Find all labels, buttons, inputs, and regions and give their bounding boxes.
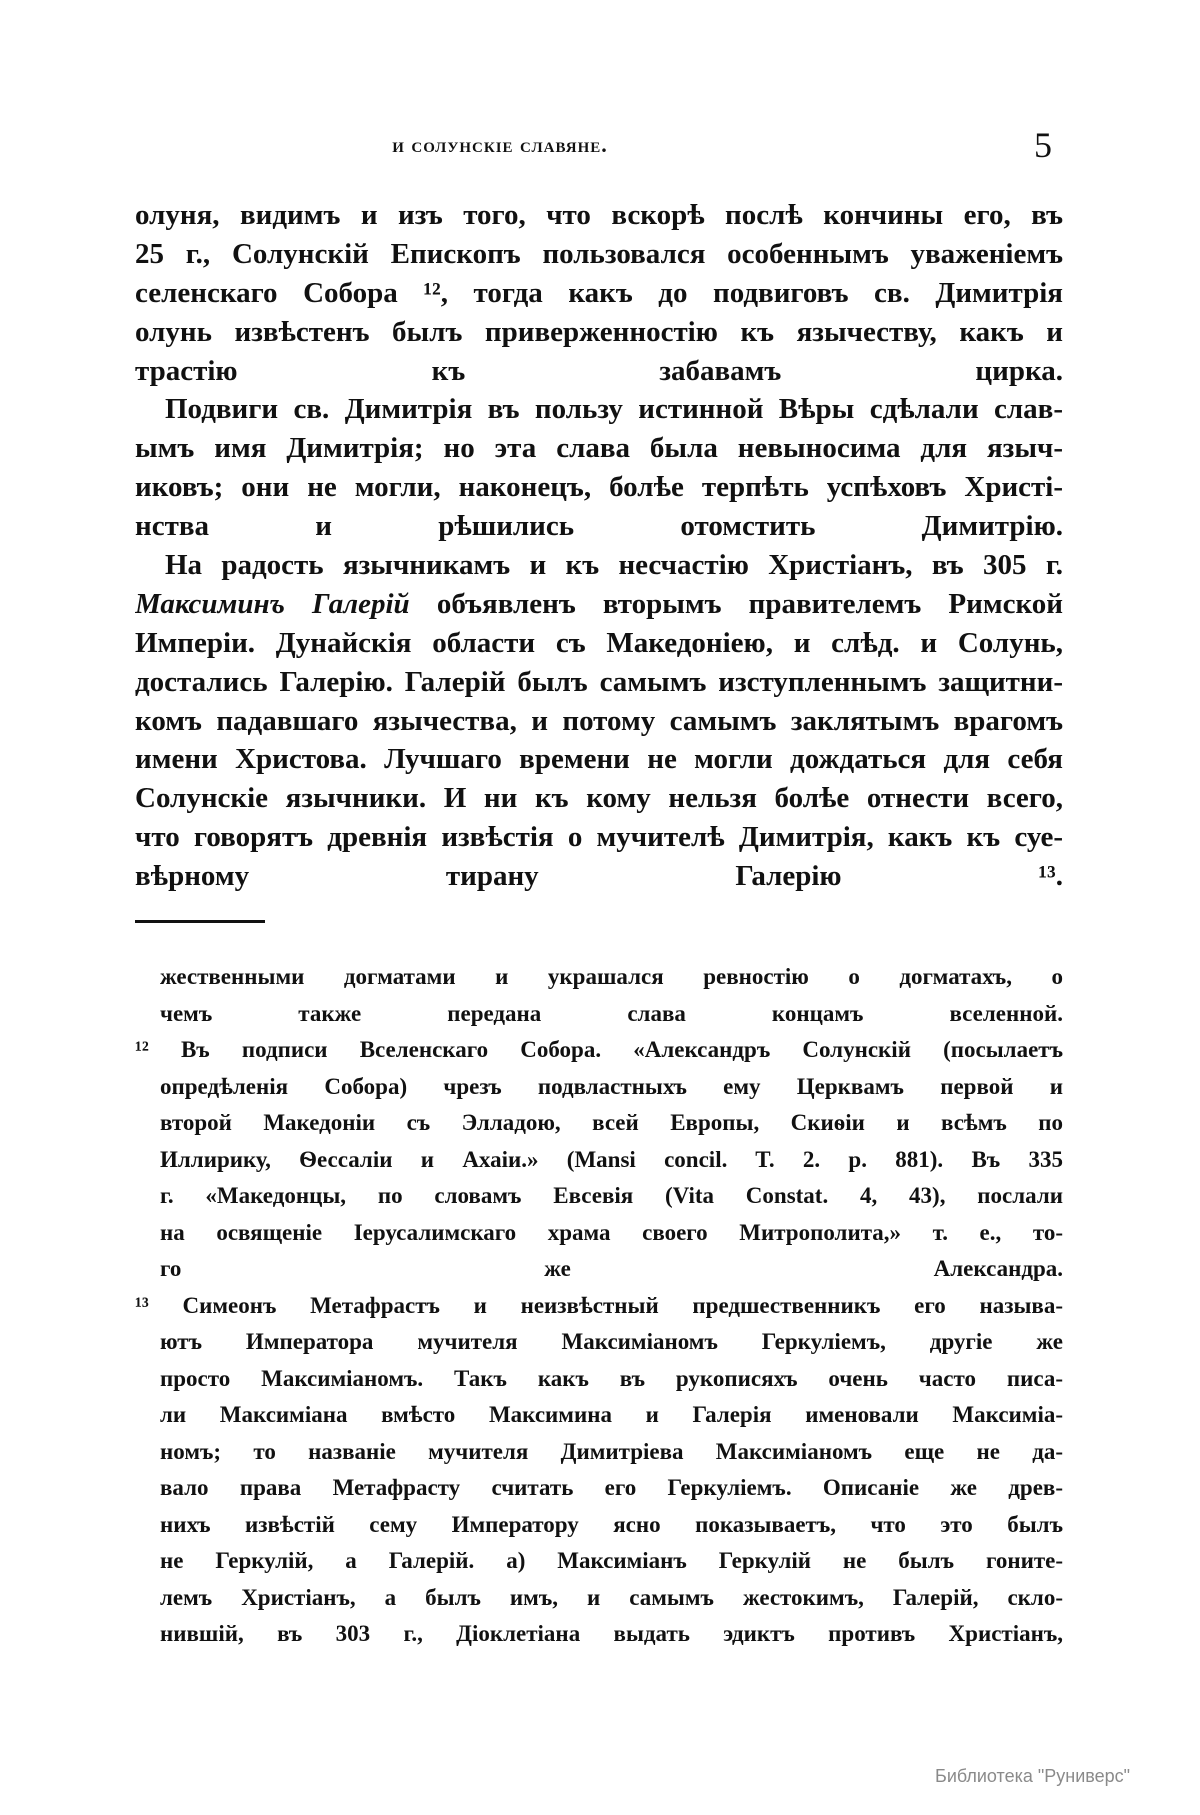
footnote-line: нихъ извѣстій сему Императору ясно показываетъ, что это былъ (160, 1511, 1063, 1537)
text-line: вѣрному тирану Галерію ¹³. (135, 860, 1063, 893)
text-line: Солунскіе язычники. И ни къ кому нельзя болѣе отнести всего, (135, 782, 1063, 815)
footnote-line: номъ; то названіе мучителя Димитріева Максиміаномъ еще не да- (160, 1438, 1063, 1464)
footnote-line: г. «Македонцы, по словамъ Евсевія (Vita Constat. 4, 43), послали (160, 1183, 1063, 1208)
footnote-line: вало права Метафрасту считать его Геркуліемъ. Описаніе же древ- (160, 1475, 1063, 1500)
footnote-line: второй Македоніи съ Элладою, всей Европы, Скиѳіи и всѣмъ по (160, 1110, 1063, 1135)
running-title: и солунскіе славяне. (392, 132, 608, 157)
footnote-line: просто Максиміаномъ. Такъ какъ въ рукописяхъ очень часто писа- (160, 1365, 1063, 1391)
footnote-line: ютъ Императора мучителя Максиміаномъ Геркуліемъ, другіе же (160, 1329, 1063, 1354)
text-line: что говорятъ древнія извѣстія о мучителѣ Димитрія, какъ къ суе- (135, 821, 1063, 854)
page-number: 5 (1034, 125, 1052, 165)
main-text (135, 196, 1063, 896)
footnotes (135, 959, 1063, 1653)
text-line: достались Галерію. Галерій былъ самымъ изступленнымъ защитни- (135, 665, 1063, 698)
footnote-line: нившій, въ 303 г., Діоклетіана выдать эдиктъ противъ Христіанъ, (160, 1621, 1063, 1646)
footnote-line: чемъ также передана слава концамъ вселенной. (160, 1000, 1063, 1026)
text-line: 25 г., Солунскій Епископъ пользовался особеннымъ уваженіемъ (135, 237, 1063, 270)
text-line: иковъ; они не могли, наконецъ, болѣе терпѣть успѣховъ Христі- (135, 471, 1063, 504)
footnote-line: го же Александра. (160, 1256, 1063, 1281)
text-line: трастію къ забавамъ цирка. (135, 354, 1063, 387)
text-line: олуня, видимъ и изъ того, что вскорѣ послѣ кончины его, въ (135, 199, 1063, 231)
text-line (135, 585, 1063, 624)
footnote-line: жественными догматами и украшался ревностію о догматахъ, о (160, 964, 1063, 989)
footnote-line: ¹³ Симеонъ Метафрастъ и неизвѣстный предшественникъ его называ- (135, 1292, 1063, 1318)
footnote-line: на освященіе Іерусалимскаго храма своего Митрополита,» т. е., то- (160, 1219, 1063, 1245)
text-line: имени Христова. Лучшаго времени не могли дождаться для себя (135, 743, 1063, 776)
footnote-line: Иллирику, Ѳессаліи и Ахаіи.» (Mansi concil. T. 2. p. 881). Въ 335 (160, 1146, 1063, 1172)
text-line: селенскаго Собора ¹², тогда какъ до подвиговъ св. Димитрія (135, 276, 1063, 309)
library-watermark: Библиотека "Руниверс" (935, 1766, 1131, 1786)
text-line: Имперіи. Дунайскія области съ Македоніею, и слѣд. и Солунь, (135, 626, 1063, 659)
footnote-line: ¹² Въ подписи Вселенскаго Собора. «Александръ Солунскій (посылаетъ (135, 1037, 1063, 1062)
footnote-line: лемъ Христіанъ, а былъ имъ, и самымъ жестокимъ, Галерій, скло- (160, 1584, 1063, 1610)
footnote-divider (135, 920, 265, 923)
text-line: олунь извѣстенъ былъ приверженностію къ язычеству, какъ и (135, 315, 1063, 348)
text-line: На радость язычникамъ и къ несчастію Христіанъ, въ 305 г. (165, 549, 1063, 582)
italic-text: Максиминъ Галерій (135, 587, 410, 620)
text-line: комъ падавшаго язычества, и потому самымъ заклятымъ врагомъ (135, 704, 1063, 737)
text-line: нства и рѣшились отомстить Димитрію. (135, 510, 1063, 543)
footnote-line: не Геркулій, а Галерій. а) Максиміанъ Геркулій не былъ гоните- (160, 1548, 1063, 1573)
footnote-line: опредѣленія Собора) чрезъ подвластныхъ ему Церквамъ первой и (160, 1073, 1063, 1099)
text-line: Подвиги св. Димитрія въ пользу истинной Вѣры сдѣлали слав- (165, 393, 1063, 426)
text-segment: объявленъ вторымъ правителемъ Римской (409, 587, 1063, 620)
text-line: ымъ имя Димитрія; но эта слава была невыносима для языч- (135, 432, 1063, 465)
footnote-line: ли Максиміана вмѣсто Максимина и Галерія именовали Максиміа- (160, 1402, 1063, 1427)
